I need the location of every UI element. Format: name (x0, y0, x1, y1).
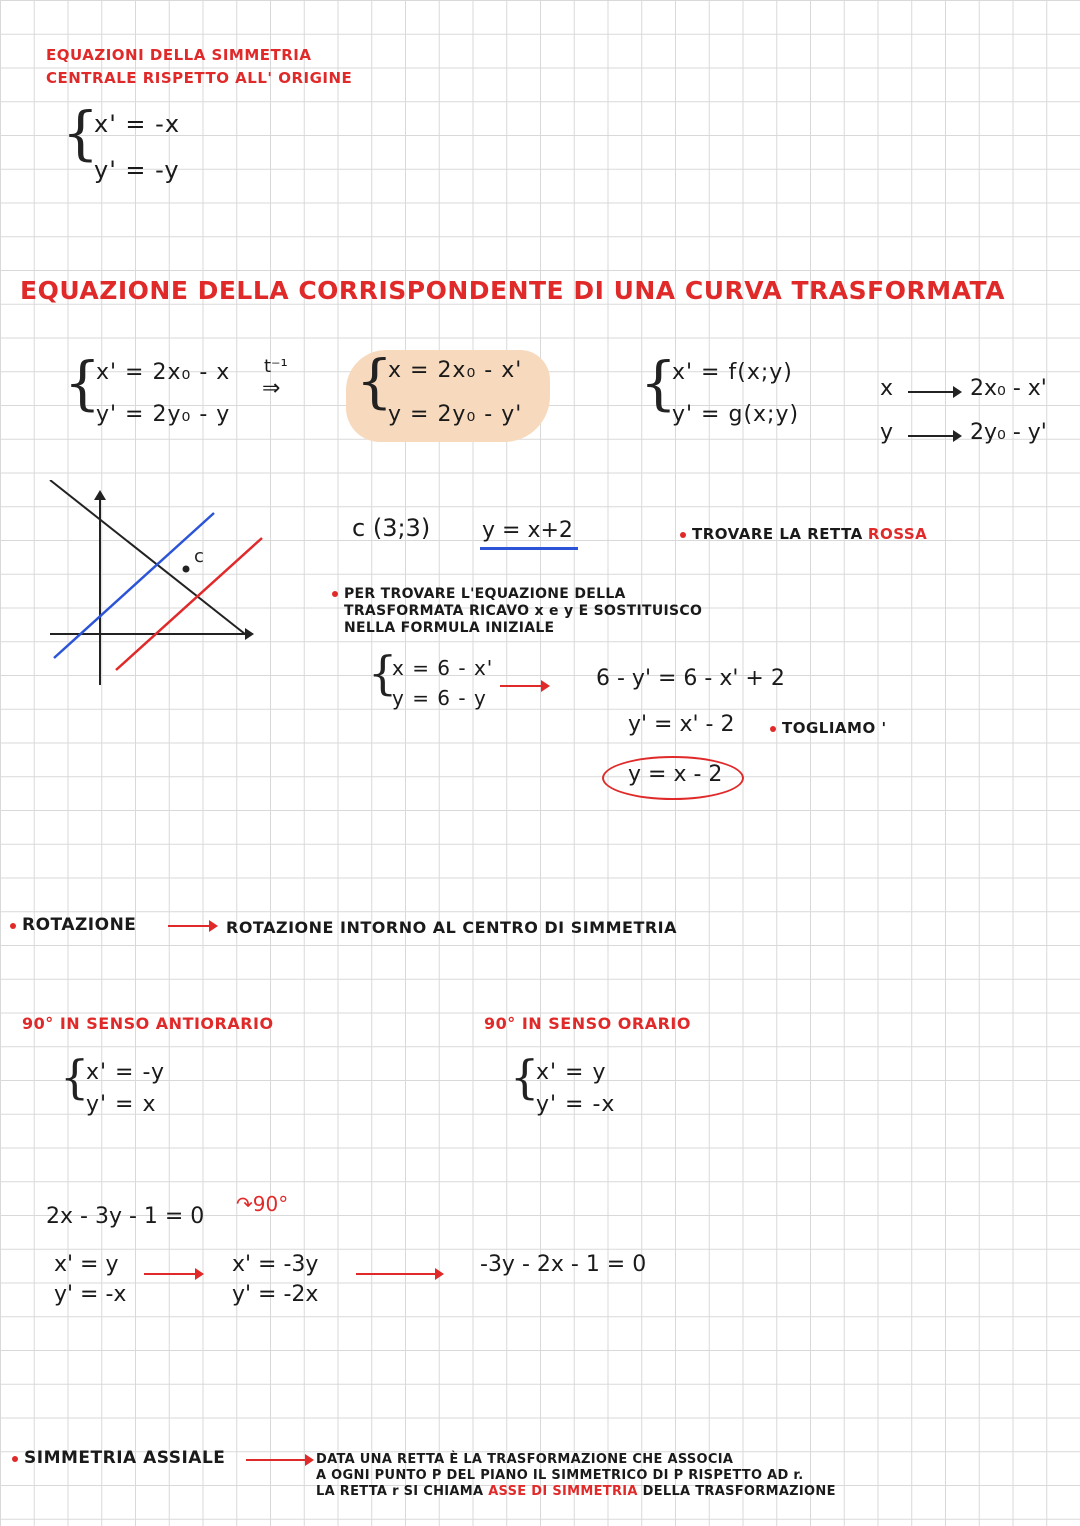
brace-icon: { (356, 347, 393, 415)
blue-line (54, 513, 214, 658)
bullet-icon (332, 591, 338, 597)
method-note: PER TROVARE L'EQUAZIONE DELLA TRASFORMATA RICAVO x e y E SOSTITUISCO NELLA FORMULA INIZIALE (332, 586, 702, 637)
example-center: c (3;3) (352, 514, 431, 542)
map-y-to: 2y₀ - y' (970, 420, 1047, 445)
sub1-eq1: x' = y (54, 1252, 119, 1277)
system-equation: x' = -x (94, 110, 181, 138)
implies-arrow-icon: ⇒ (262, 376, 281, 401)
arrow-icon (144, 1273, 202, 1275)
system-equation: y = 6 - y (392, 686, 487, 710)
brace-icon: { (60, 1050, 90, 1104)
rotation-example-equation: 2x - 3y - 1 = 0 (46, 1204, 205, 1229)
step-2: y' = x' - 2 (628, 712, 735, 737)
central-symmetry-title-line2: CENTRALE RISPETTO ALL' ORIGINE (46, 69, 353, 87)
bullet-icon (12, 1456, 18, 1462)
system-equation: x = 2x₀ - x' (388, 358, 523, 383)
graph-sketch (40, 480, 280, 690)
brace-icon: { (368, 646, 398, 700)
map-y-from: y (880, 420, 894, 445)
bullet-icon (10, 923, 16, 929)
rotation-label: ROTAZIONE (10, 915, 136, 935)
system-equation: x = 6 - x' (392, 656, 494, 680)
bullet-icon (680, 532, 686, 538)
center-point (183, 566, 190, 573)
arrow-icon (168, 925, 216, 927)
step-2-note: TOGLIAMO ' (770, 718, 887, 737)
example-result: y = x - 2 (628, 762, 723, 787)
rotation-result: -3y - 2x - 1 = 0 (480, 1252, 647, 1277)
arrow-icon (908, 391, 960, 393)
example-line: y = x+2 (482, 518, 573, 543)
arrow-icon (908, 435, 960, 437)
blue-underline (480, 547, 578, 550)
system-equation: y' = x (86, 1092, 157, 1117)
arrow-icon (356, 1273, 442, 1275)
arrow-icon (246, 1459, 312, 1461)
cw-title: 90° IN SENSO ORARIO (484, 1014, 691, 1033)
brace-icon: { (640, 349, 677, 417)
system-equation: x' = f(x;y) (672, 360, 793, 385)
system-equation: y' = 2y₀ - y (96, 402, 231, 427)
system-equation: x' = -y (86, 1060, 166, 1085)
system-equation: y' = -x (536, 1092, 616, 1117)
system-equation: y' = -y (94, 156, 180, 184)
system-equation: y = 2y₀ - y' (388, 402, 523, 427)
central-symmetry-title-line1: EQUAZIONI DELLA SIMMETRIA (46, 46, 312, 64)
task-text: TROVARE LA RETTA ROSSA (680, 524, 927, 543)
system-equation: x' = y (536, 1060, 607, 1085)
rotation-description: ROTAZIONE INTORNO AL CENTRO DI SIMMETRIA (226, 918, 678, 937)
x-axis-arrow-icon (245, 628, 254, 640)
center-label: c (194, 546, 204, 567)
axial-description: DATA UNA RETTA È LA TRASFORMAZIONE CHE ASSOCIA A OGNI PUNTO P DEL PIANO IL SIMMETRICO DI P RISPETTO AD r. LA RETTA r SI CHIAMA ASSE DI SIMMETRIA DELLA TRASFORMAZIONE (316, 1452, 836, 1499)
step-1: 6 - y' = 6 - x' + 2 (596, 666, 785, 691)
ccw-title: 90° IN SENSO ANTIORARIO (22, 1014, 274, 1033)
sub1-eq2: y' = -x (54, 1282, 127, 1307)
y-axis-arrow-icon (94, 490, 106, 500)
brace-icon: { (64, 349, 101, 417)
brace-icon: { (62, 99, 99, 167)
section-heading: EQUAZIONE DELLA CORRISPONDENTE DI UNA CURVA TRASFORMATA (20, 276, 1005, 305)
sub2-eq1: x' = -3y (232, 1252, 319, 1277)
red-line (116, 538, 262, 670)
system-equation: x' = 2x₀ - x (96, 360, 231, 385)
brace-icon: { (510, 1050, 540, 1104)
system-equation: y' = g(x;y) (672, 402, 800, 427)
axial-label: SIMMETRIA ASSIALE (12, 1448, 225, 1468)
sub2-eq2: y' = -2x (232, 1282, 319, 1307)
x-axis (50, 480, 245, 634)
rotation-angle: ↷90° (236, 1192, 289, 1216)
map-x-from: x (880, 376, 894, 401)
map-x-to: 2x₀ - x' (970, 376, 1047, 401)
arrow-icon (500, 685, 548, 687)
inverse-label: t⁻¹ (264, 356, 288, 377)
bullet-icon (770, 726, 776, 732)
